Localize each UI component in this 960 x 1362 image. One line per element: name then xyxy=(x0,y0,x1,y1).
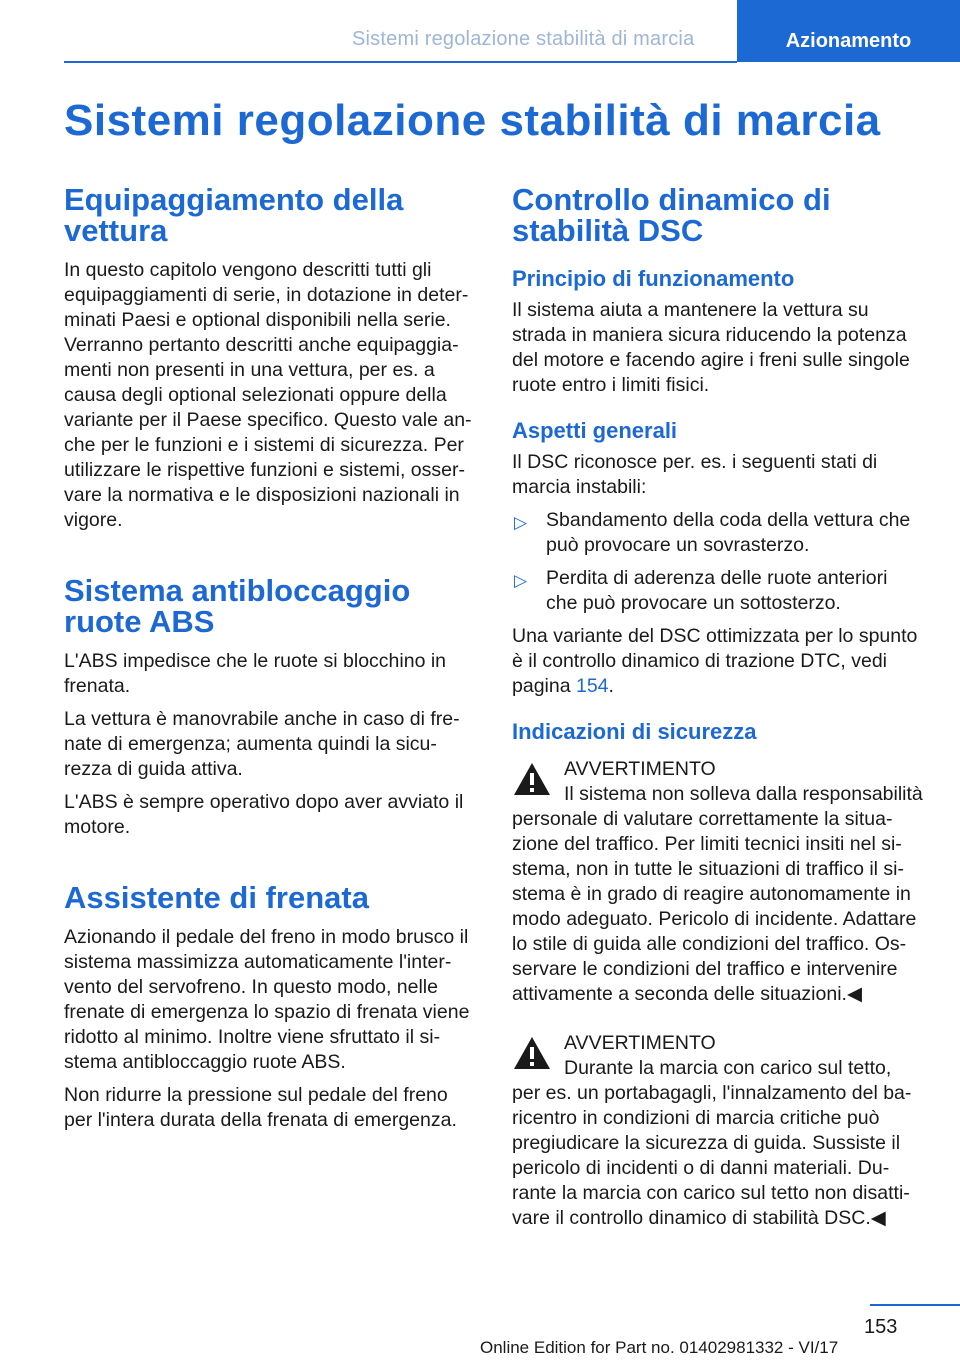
text-line: vare il controllo dinamico di stabilità DSC.◀ xyxy=(512,1207,886,1229)
principle-paragraph xyxy=(512,298,930,398)
edition-footer: Online Edition for Part no. 01402981332 - VI/17 xyxy=(480,1338,839,1357)
text-line: pericolo di incidenti o di danni materiali. Du‐ xyxy=(512,1157,890,1179)
text-line: Il sistema aiuta a mantenere la vettura su xyxy=(512,299,869,321)
list-item xyxy=(512,508,930,558)
text-line: vare la normativa e le disposizioni nazionali in xyxy=(64,484,460,506)
heading-line: stabilità DSC xyxy=(512,213,704,248)
text-line: rante la marcia con carico sul tetto non disatti‐ xyxy=(512,1182,910,1204)
text-line: pagina xyxy=(512,675,576,697)
abs-paragraph-1 xyxy=(64,649,482,699)
warning-triangle-icon xyxy=(512,761,552,797)
running-header-section: Sistemi regolazione stabilità di marcia xyxy=(352,28,695,50)
heading-dsc xyxy=(512,184,930,246)
warning-body xyxy=(512,807,930,1007)
text-line: La vettura è manovrabile anche in caso di fre‐ xyxy=(64,708,460,730)
heading-line: Equipaggiamento della xyxy=(64,182,404,217)
page-reference-link[interactable]: 154 xyxy=(575,675,609,697)
text-line: modo adeguato. Pericolo di incidente. Adattare xyxy=(512,908,917,930)
text-line: marcia instabili: xyxy=(512,476,647,498)
text-line: vento del servofreno. In questo modo, nelle xyxy=(64,976,438,998)
text-line: sistema massimizza automaticamente l'inter‐ xyxy=(64,951,452,973)
text-line: stema, non in tutte le situazioni di traffico il si‐ xyxy=(512,858,904,880)
text-line: ruote entro i limiti fisici. xyxy=(512,374,710,396)
text-line: ridotto al minimo. Inoltre viene sfruttato il si‐ xyxy=(64,1026,441,1048)
heading-line: Sistema antibloccaggio xyxy=(64,573,411,608)
unstable-states-list xyxy=(512,508,930,616)
abs-paragraph-3 xyxy=(64,790,482,840)
text-line: è il controllo dinamico di trazione DTC, vedi xyxy=(512,650,887,672)
triangle-bullet-icon: ▷ xyxy=(514,571,528,590)
general-intro xyxy=(512,450,930,500)
text-line: zione del traffico. Per limiti tecnici insiti nel si‐ xyxy=(512,833,902,855)
header-rule xyxy=(64,61,737,63)
heading-line: vettura xyxy=(64,213,168,248)
text-line: strada in maniera sicura riducendo la potenza xyxy=(512,324,907,346)
text-line: motore. xyxy=(64,816,131,838)
brake-paragraph-1 xyxy=(64,925,482,1075)
text-line: del motore e facendo agire i freni sulle singole xyxy=(512,349,910,371)
heading-general: Aspetti generali xyxy=(512,418,678,443)
text-line: Perdita di aderenza delle ruote anteriori xyxy=(546,567,888,589)
warning-triangle-icon xyxy=(512,1035,552,1071)
text-line: per es. un portabagagli, l'innalzamento del ba‐ xyxy=(512,1082,912,1104)
text-line: stema antibloccaggio ruote ABS. xyxy=(64,1051,346,1073)
text-line: personale di valutare correttamente la situa‐ xyxy=(512,808,893,830)
text-line: pregiudicare la sicurezza di guida. Sussiste il xyxy=(512,1132,901,1154)
equipment-paragraph xyxy=(64,258,482,533)
right-column xyxy=(512,184,930,1231)
text-line: Non ridurre la pressione sul pedale del freno xyxy=(64,1084,448,1106)
text-line: utilizzare le rispettive funzioni e sistemi, osser‐ xyxy=(64,459,465,481)
heading-brake-assist: Assistente di frenata xyxy=(64,880,369,915)
text-line: che per le funzioni e i sistemi di sicurezza. Per xyxy=(64,434,464,456)
footer-rule xyxy=(870,1304,960,1306)
brake-paragraph-2 xyxy=(64,1083,482,1133)
text-line: nate di emergenza; aumenta quindi la sicu‐ xyxy=(64,733,437,755)
heading-line: Controllo dinamico di xyxy=(512,182,831,217)
heading-equipment xyxy=(64,184,482,246)
text-line: lo stile di guida alle condizioni del traffico. Os‐ xyxy=(512,933,907,955)
warning-body xyxy=(512,1081,930,1231)
warning-first-line: Il sistema non solleva dalla responsabilità xyxy=(564,783,923,805)
heading-principle: Principio di funzionamento xyxy=(512,266,795,291)
page-title: Sistemi regolazione stabilità di marcia xyxy=(64,96,881,145)
text-line: servare le condizioni del traffico e intervenire xyxy=(512,958,898,980)
abs-paragraph-2 xyxy=(64,707,482,782)
text-line: Sbandamento della coda della vettura che xyxy=(546,509,911,531)
text-line: può provocare un sovrasterzo. xyxy=(546,534,810,556)
text-line: per l'intera durata della frenata di emergenza. xyxy=(64,1109,457,1131)
text-line: Una variante del DSC ottimizzata per lo spunto xyxy=(512,625,918,647)
triangle-bullet-icon: ▷ xyxy=(514,513,528,532)
text-line: rezza di guida attiva. xyxy=(64,758,243,780)
text-line: causa degli optional selezionati oppure della xyxy=(64,384,447,406)
heading-abs xyxy=(64,575,482,637)
text-line: che può provocare un sottosterzo. xyxy=(546,592,841,614)
text-line: ricentro in condizioni di marcia critiche può xyxy=(512,1107,880,1129)
left-column xyxy=(64,184,482,1133)
warning-title: AVVERTIMENTO xyxy=(564,758,716,780)
text-line: variante per il Paese specifico. Questo vale an‐ xyxy=(64,409,472,431)
text-line: Verranno pertanto descritti anche equipaggia‐ xyxy=(64,334,459,356)
page-number: 153 xyxy=(864,1316,898,1338)
warning-block-2 xyxy=(512,1031,930,1231)
text-line: menti non presenti in una vettura, per es. a xyxy=(64,359,435,381)
text-line: frenate di emergenza lo spazio di frenata viene xyxy=(64,1001,470,1023)
text-line: minati Paesi e optional disponibili nella serie. xyxy=(64,309,451,331)
dtc-paragraph xyxy=(512,624,930,699)
warning-first-line: Durante la marcia con carico sul tetto, xyxy=(564,1057,892,1079)
text-line: Azionando il pedale del freno in modo brusco il xyxy=(64,926,469,948)
text-line: vigore. xyxy=(64,509,123,531)
text-line: In questo capitolo vengono descritti tutti gli xyxy=(64,259,432,281)
text-line: L'ABS impedisce che le ruote si blocchino in xyxy=(64,650,447,672)
text-line: frenata. xyxy=(64,675,131,697)
text-line: stema è in grado di reagire autonomamente in xyxy=(512,883,911,905)
text-line: equipaggiamenti di serie, in dotazione in deter‐ xyxy=(64,284,469,306)
text-line: attivamente a seconda delle situazioni.◀ xyxy=(512,983,862,1005)
heading-line: ruote ABS xyxy=(64,604,215,639)
heading-safety: Indicazioni di sicurezza xyxy=(512,719,757,744)
warning-title: AVVERTIMENTO xyxy=(564,1032,716,1054)
warning-block-1 xyxy=(512,757,930,1007)
text-line: L'ABS è sempre operativo dopo aver avviato il xyxy=(64,791,464,813)
text-line: Il DSC riconosce per. es. i seguenti stati di xyxy=(512,451,878,473)
list-item xyxy=(512,566,930,616)
running-header-tab: Azionamento xyxy=(737,0,960,62)
text-line: . xyxy=(608,675,614,697)
